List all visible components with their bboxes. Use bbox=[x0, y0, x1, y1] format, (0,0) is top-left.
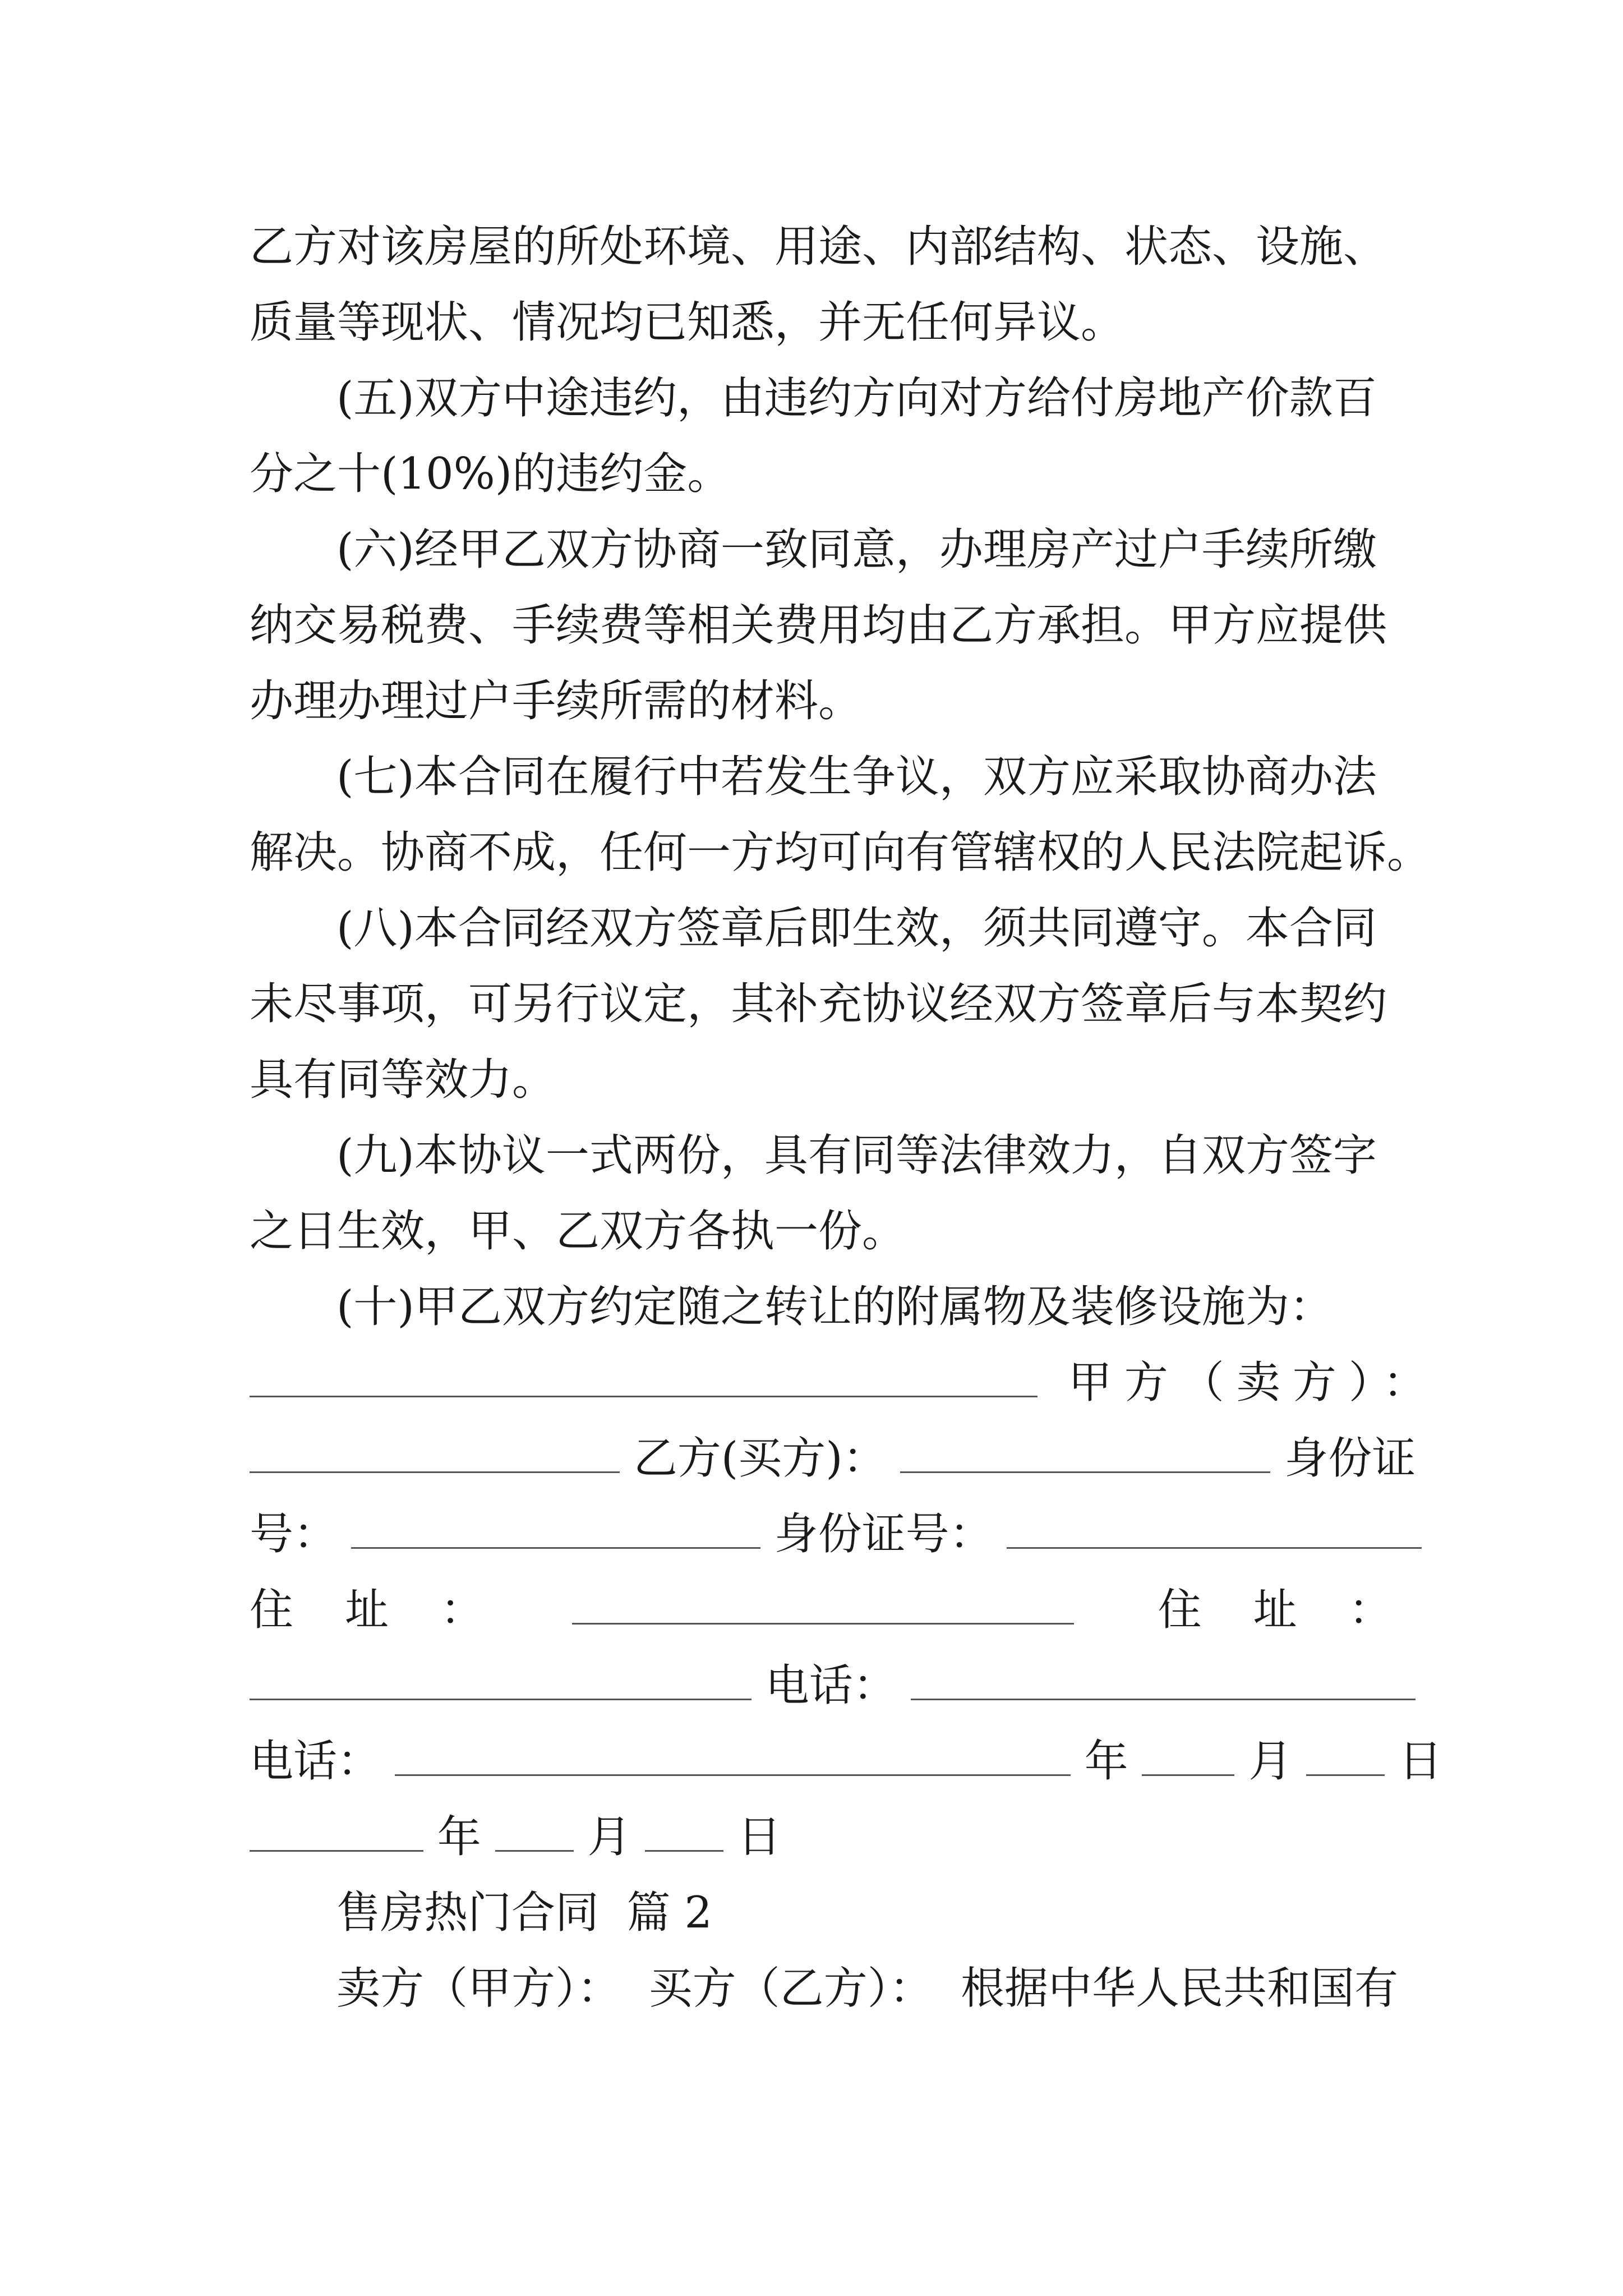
clause-10-line: (十)甲乙双方约定随之转让的附属物及装修设施为： bbox=[336, 1282, 1333, 1332]
year-label: 年 bbox=[437, 1812, 481, 1862]
clause-8-line: (八)本合同经双方签章后即生效，须共同遵守。本合同 bbox=[336, 903, 1377, 954]
section-heading: 售房热门合同 篇 2 bbox=[336, 1888, 713, 1938]
day-label: 日 bbox=[737, 1812, 782, 1862]
party-b-label: 乙方(买方)： bbox=[633, 1433, 887, 1484]
signature-row-6 bbox=[250, 1722, 1442, 1801]
phone-a-label: 电话： bbox=[250, 1736, 381, 1787]
blank-line bbox=[395, 1735, 1071, 1776]
clause-8-line: 具有同等效力。 bbox=[250, 1055, 556, 1105]
blank-line bbox=[250, 1659, 751, 1700]
day-label: 日 bbox=[1398, 1736, 1442, 1787]
clause-6-line: 办理办理过户手续所需的材料。 bbox=[250, 676, 863, 726]
blank-line bbox=[1306, 1735, 1385, 1776]
id-number-label: 号： bbox=[250, 1509, 338, 1559]
paragraph-line: 乙方对该房屋的所处环境、用途、内部结构、状态、设施、 bbox=[250, 222, 1387, 272]
blank-line bbox=[495, 1811, 574, 1852]
blank-line bbox=[250, 1811, 423, 1852]
party-a-label: 甲方（卖方）： bbox=[1068, 1358, 1439, 1408]
signature-row-4 bbox=[250, 1571, 1444, 1649]
blank-line bbox=[645, 1811, 723, 1852]
blank-line bbox=[900, 1432, 1270, 1473]
clause-7-line: (七)本合同在履行中若发生争议，双方应采取协商办法 bbox=[336, 752, 1377, 802]
clause-5-line: 分之十(10%)的违约金。 bbox=[250, 449, 731, 499]
paragraph-line: 质量等现状、情况均已知悉，并无任何异议。 bbox=[250, 297, 1125, 348]
signature-row-5 bbox=[250, 1646, 1415, 1725]
blank-line bbox=[911, 1659, 1415, 1700]
clause-5-line: (五)双方中途违约，由违约方向对方给付房地产价款百 bbox=[336, 373, 1377, 424]
clause-7-line: 解决。协商不成，任何一方均可向有管辖权的人民法院起诉。 bbox=[250, 827, 1431, 878]
address-b-label: 住址： bbox=[1158, 1585, 1444, 1635]
month-label: 月 bbox=[1248, 1736, 1293, 1787]
clause-8-line: 未尽事项，可另行议定，其补充协议经双方签章后与本契约 bbox=[250, 979, 1387, 1029]
blank-line bbox=[572, 1584, 1074, 1625]
address-a-label: 住址： bbox=[250, 1585, 536, 1635]
blank-line bbox=[1142, 1735, 1234, 1776]
clause-9-line: 之日生效，甲、乙双方各执一份。 bbox=[250, 1206, 906, 1257]
clause-9-line: (九)本协议一式两份，具有同等法律效力，自双方签字 bbox=[336, 1130, 1377, 1181]
clause-6-line: 纳交易税费、手续费等相关费用均由乙方承担。甲方应提供 bbox=[250, 600, 1387, 651]
signature-row-1 bbox=[250, 1343, 1439, 1422]
blank-line bbox=[250, 1356, 1038, 1397]
blank-line bbox=[1007, 1508, 1422, 1549]
blank-line bbox=[351, 1508, 760, 1549]
phone-b-label: 电话： bbox=[765, 1660, 897, 1711]
signature-row-2 bbox=[250, 1419, 1415, 1498]
month-label: 月 bbox=[587, 1812, 631, 1862]
clause-6-line: (六)经甲乙双方协商一致同意，办理房产过户手续所缴 bbox=[336, 524, 1377, 575]
signature-row-7 bbox=[250, 1798, 781, 1876]
blank-line bbox=[250, 1432, 620, 1473]
year-label: 年 bbox=[1084, 1736, 1128, 1787]
id-number-label: 身份证号： bbox=[774, 1509, 993, 1559]
id-number-label: 身份证 bbox=[1284, 1433, 1416, 1484]
signature-row-3 bbox=[250, 1495, 1422, 1573]
section-intro-line: 卖方（甲方）： 买方（乙方）： 根据中华人民共和国有 bbox=[336, 1963, 1399, 2014]
